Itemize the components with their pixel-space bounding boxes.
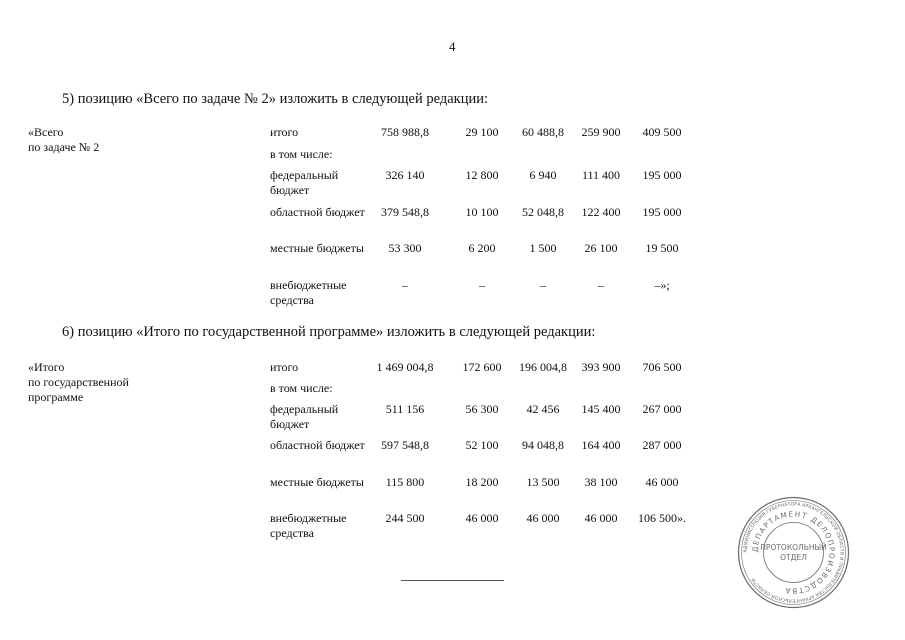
svg-text:ОТДЕЛ: ОТДЕЛ [780, 553, 807, 562]
section-6-block-label: «Итого по государственной программе [28, 360, 129, 404]
svg-text:АДМИНИСТРАЦИЯ ГУБЕРНАТОРА АРХА: АДМИНИСТРАЦИЯ ГУБЕРНАТОРА АРХАНГЕЛЬСКОЙ ОБЛАСТИ И ПРАВИТЕЛЬСТВА АРХАНГЕЛЬСКОЙ ОБЛАСТИ [743, 502, 844, 603]
section-5-heading: 5) позицию «Всего по задаче № 2» изложить в следующей редакции: [62, 91, 489, 107]
footer-divider [401, 580, 504, 581]
section-6-heading: 6) позицию «Итого по государственной программе» изложить в следующей редакции: [62, 324, 596, 340]
page-number: 4 [449, 39, 456, 54]
svg-text:ПРОТОКОЛЬНЫЙ: ПРОТОКОЛЬНЫЙ [760, 543, 827, 552]
section-5-block-label: «Всего по задаче № 2 [28, 125, 100, 154]
seal-stamp [736, 495, 851, 610]
svg-text:ДЕПАРТАМЕНТ ДЕЛОПРОИЗВОДСТВА: ДЕПАРТАМЕНТ ДЕЛОПРОИЗВОДСТВА [750, 509, 837, 596]
